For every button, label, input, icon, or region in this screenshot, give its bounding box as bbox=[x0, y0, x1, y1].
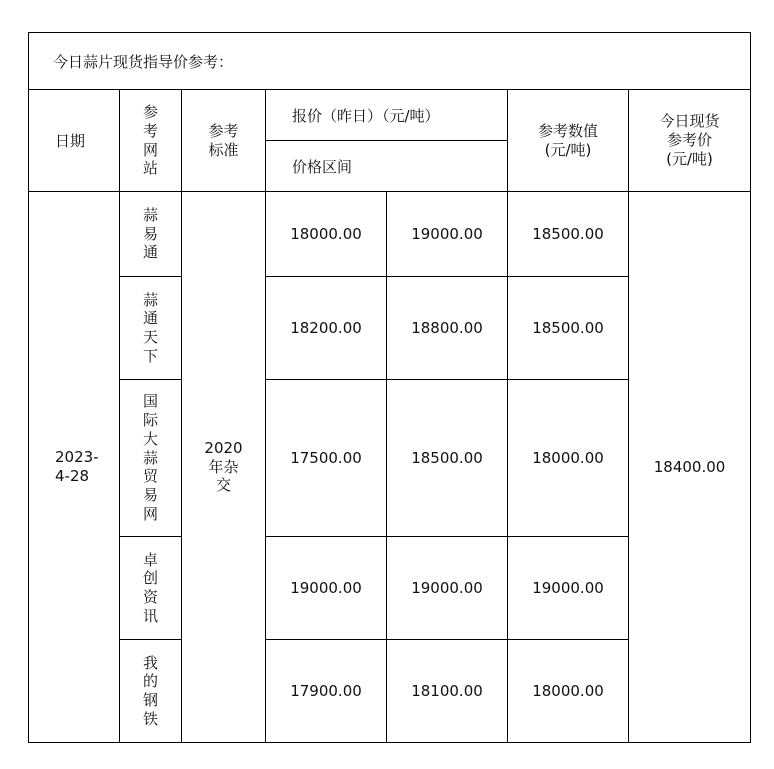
price-low: 18200.00 bbox=[266, 277, 387, 380]
title-row bbox=[29, 33, 751, 90]
header-price-range: 价格区间 bbox=[266, 141, 508, 192]
price-high: 18500.00 bbox=[387, 380, 508, 537]
site-cell: 蒜通天下 bbox=[120, 277, 182, 380]
ref-value: 18500.00 bbox=[508, 192, 629, 277]
site-cell: 我的钢铁 bbox=[120, 640, 182, 743]
price-high: 18800.00 bbox=[387, 277, 508, 380]
ref-value: 19000.00 bbox=[508, 537, 629, 640]
price-high: 19000.00 bbox=[387, 192, 508, 277]
standard-cell: 2020年杂交 bbox=[182, 192, 266, 743]
price-low: 19000.00 bbox=[266, 537, 387, 640]
header-ref-value: 参考数值 (元/吨) bbox=[508, 90, 629, 192]
table-title: 今日蒜片现货指导价参考： bbox=[29, 33, 751, 90]
site-cell: 国际大蒜贸易网 bbox=[120, 380, 182, 537]
header-quote: 报价（昨日）（元/吨） bbox=[266, 90, 508, 141]
site-cell: 蒜易通 bbox=[120, 192, 182, 277]
price-table bbox=[28, 32, 751, 743]
price-low: 17900.00 bbox=[266, 640, 387, 743]
table-row bbox=[29, 192, 751, 277]
ref-value: 18500.00 bbox=[508, 277, 629, 380]
site-cell: 卓创资讯 bbox=[120, 537, 182, 640]
date-cell: 2023-4-28 bbox=[29, 192, 120, 743]
price-low: 18000.00 bbox=[266, 192, 387, 277]
header-row bbox=[29, 90, 751, 141]
today-price: 18400.00 bbox=[629, 192, 751, 743]
price-high: 18100.00 bbox=[387, 640, 508, 743]
header-site: 参考网站 bbox=[120, 90, 182, 192]
ref-value: 18000.00 bbox=[508, 380, 629, 537]
price-low: 17500.00 bbox=[266, 380, 387, 537]
header-standard: 参考标准 bbox=[182, 90, 266, 192]
header-date: 日期 bbox=[29, 90, 120, 192]
ref-value: 18000.00 bbox=[508, 640, 629, 743]
price-high: 19000.00 bbox=[387, 537, 508, 640]
header-today-price: 今日现货 参考价 (元/吨) bbox=[629, 90, 751, 192]
